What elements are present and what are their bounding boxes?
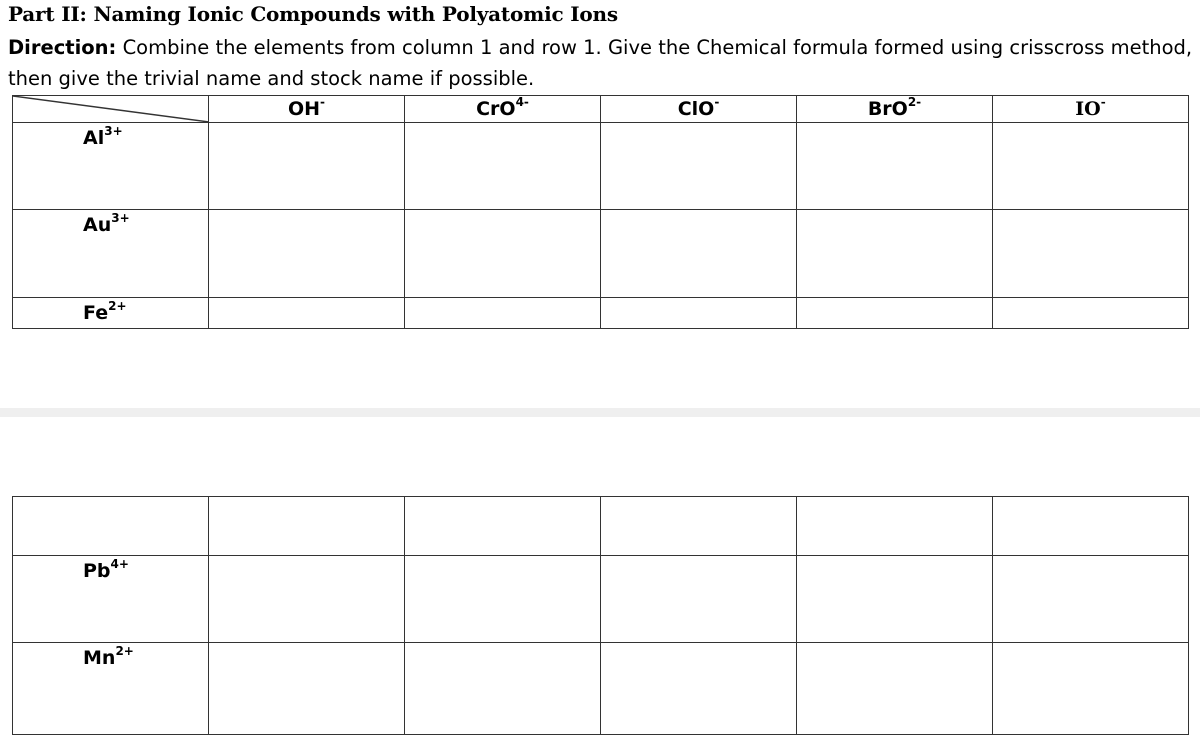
- answer-cell[interactable]: [993, 123, 1189, 210]
- answer-cell[interactable]: [993, 210, 1189, 298]
- anion-header-clo: [601, 96, 797, 123]
- answer-cell[interactable]: [797, 298, 993, 329]
- answer-cell[interactable]: [797, 210, 993, 298]
- cation-label-al: $Al^{3+}$: [13, 123, 209, 210]
- anion-formula: ClO-: [677, 94, 720, 120]
- cation-row-mn: [13, 643, 1189, 735]
- cation-row-al: [13, 123, 1189, 210]
- anion-header-oh: [209, 96, 405, 123]
- cation-label-fe: $Fe^{2+}$: [13, 298, 209, 329]
- cation-label-pb: $Pb^{4+}$: [13, 556, 209, 643]
- cation-label-mn: $Mn^{2+}$: [13, 643, 209, 735]
- answer-cell[interactable]: [405, 556, 601, 643]
- answer-cell[interactable]: [993, 556, 1189, 643]
- anion-formula: IO-: [1075, 94, 1106, 120]
- answer-cell[interactable]: [797, 643, 993, 735]
- anion-formula: CrO$^{4-}$: [476, 94, 529, 120]
- answer-cell[interactable]: [993, 497, 1189, 556]
- anion-header-cro4: [405, 96, 601, 123]
- answer-cell[interactable]: [405, 298, 601, 329]
- label-cell-empty: [13, 497, 209, 556]
- worksheet-title: Part II: Naming Ionic Compounds with Polyatomic Ions: [8, 2, 618, 26]
- corner-cell: [13, 96, 209, 123]
- answer-cell[interactable]: [601, 123, 797, 210]
- anion-header-io: [993, 96, 1189, 123]
- answer-cell[interactable]: [209, 298, 405, 329]
- cation-row-fe: [13, 298, 1189, 329]
- ion-table-bottom: [12, 496, 1189, 735]
- direction-paragraph: [8, 32, 1193, 94]
- answer-cell[interactable]: [797, 497, 993, 556]
- answer-cell[interactable]: [993, 298, 1189, 329]
- answer-cell[interactable]: [405, 643, 601, 735]
- anion-header-bro2: [797, 96, 993, 123]
- answer-cell[interactable]: [209, 210, 405, 298]
- answer-cell[interactable]: [209, 643, 405, 735]
- continued-row: [13, 497, 1189, 556]
- answer-cell[interactable]: [209, 497, 405, 556]
- answer-cell[interactable]: [209, 556, 405, 643]
- answer-cell[interactable]: [797, 123, 993, 210]
- answer-cell[interactable]: [601, 556, 797, 643]
- answer-cell[interactable]: [601, 643, 797, 735]
- answer-cell[interactable]: [993, 643, 1189, 735]
- anion-formula: BrO$^{2-}$: [867, 94, 922, 120]
- answer-cell[interactable]: [209, 123, 405, 210]
- answer-cell[interactable]: [601, 497, 797, 556]
- cation-row-pb: [13, 556, 1189, 643]
- answer-cell[interactable]: [797, 556, 993, 643]
- answer-cell[interactable]: [405, 210, 601, 298]
- page-break-band: [0, 408, 1200, 417]
- answer-cell[interactable]: [405, 123, 601, 210]
- cation-row-au: [13, 210, 1189, 298]
- direction-text: Combine the elements from column 1 and row 1. Give the Chemical formula formed using crisscross method, then give the trivial name and stock name if possible.: [8, 36, 1193, 90]
- answer-cell[interactable]: [601, 210, 797, 298]
- ion-table-top: [12, 95, 1189, 329]
- anion-formula: OH-: [287, 94, 326, 120]
- direction-label: Direction:: [8, 36, 117, 59]
- anion-header-row: [13, 96, 1189, 123]
- answer-cell[interactable]: [405, 497, 601, 556]
- diagonal-line: [13, 96, 209, 122]
- cation-label-au: $Au^{3+}$: [13, 210, 209, 298]
- answer-cell[interactable]: [601, 298, 797, 329]
